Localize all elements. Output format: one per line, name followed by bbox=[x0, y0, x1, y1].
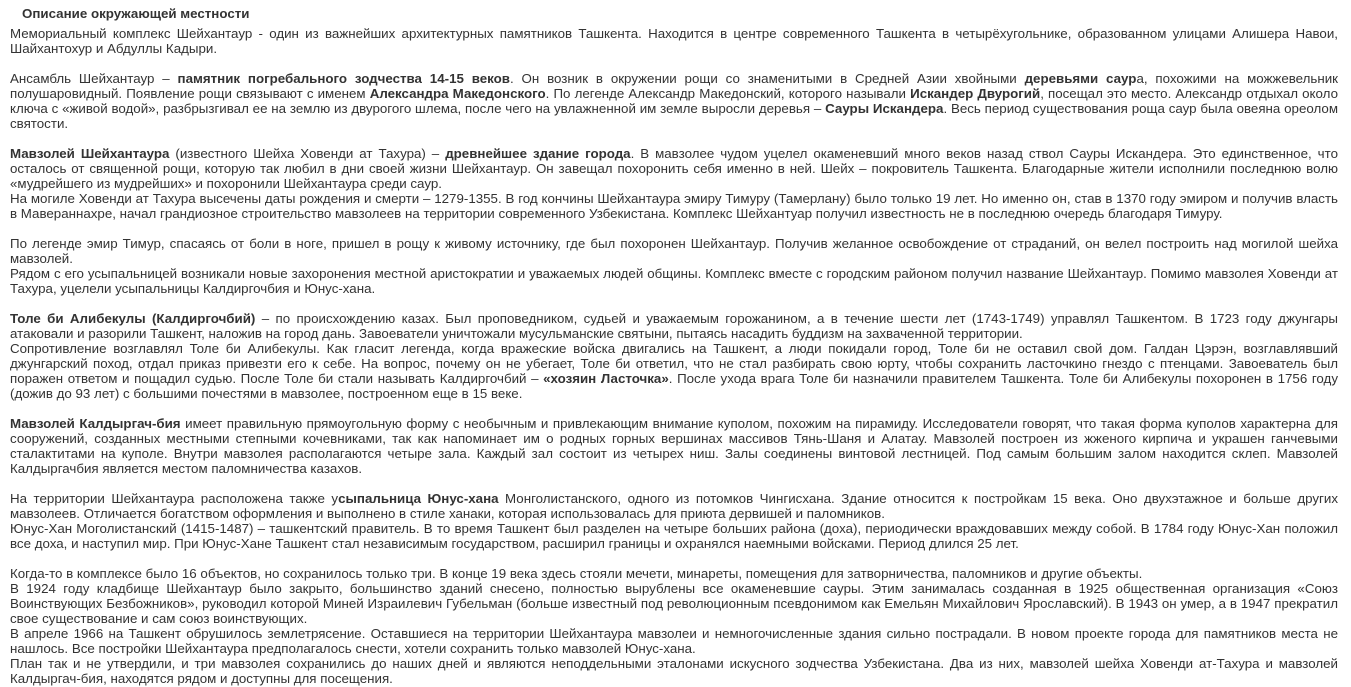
paragraph-p2 bbox=[10, 71, 1338, 131]
paragraph-p3-line-2 bbox=[10, 191, 1338, 221]
paragraph-p6 bbox=[10, 416, 1338, 476]
text-run: , посещал это место. Александр отдыхал около ключа с «живой водой», разбрызгивал ее на землю из двурогого шлема, после чего на увлажненной им земле выросли деревья – bbox=[10, 86, 1338, 116]
bold-phrase: Мавзолей Калдыргач-бия bbox=[10, 416, 181, 431]
paragraph-p5-line-2 bbox=[10, 341, 1338, 401]
bold-phrase: Александра Македонского bbox=[369, 86, 546, 101]
paragraph-p5-line-1 bbox=[10, 311, 1338, 341]
bold-phrase: «хозяин Ласточка» bbox=[543, 371, 669, 386]
text-run: По легенде эмир Тимур, спасаясь от боли в ноге, пришел в рощу к живому источнику, где был похоронен Шейхантаур. Получив желанное освобождение от страданий, он велел построить над могилой шейха мавзолей. bbox=[10, 236, 1338, 266]
text-run: . Весь период существования роща саур была овеяна ореолом святости. bbox=[10, 101, 1338, 131]
text-run: Рядом с его усыпальницей возникали новые захоронения местной аристократии и уважаемых людей общины. Комплекс вместе с городским районом получил название Шейхантаур. Помимо мавзолея Ховенди ат Тахура, уцелели усыпальницы Калдиргочбия и Юнус-хана. bbox=[10, 266, 1338, 296]
bold-phrase: Искандер Двурогий bbox=[910, 86, 1041, 101]
text-run: Когда-то в комплексе было 16 объектов, но сохранилось только три. В конце 19 века здесь стояли мечети, минареты, помещения для затворничества, паломников и другие объекты. bbox=[10, 566, 1143, 581]
article-body bbox=[10, 26, 1338, 687]
text-run: (известного Шейха Ховенди ат Тахура) – bbox=[169, 146, 446, 161]
paragraph-p4-line-1 bbox=[10, 236, 1338, 266]
bold-phrase: памятник погребального зодчества 14-15 веков bbox=[177, 71, 510, 86]
paragraph-p8-line-1 bbox=[10, 566, 1338, 581]
text-run: – по происхождению казах. Был проповедником, судьей и уважаемым горожанином, а в течение шести лет (1743-1749) управлял Ташкентом. В 1723 году джунгары атаковали и разорили Ташкент, наложив на город дань. Завоеватели уничтожали мусульманские святыни, пытаясь насадить буддизм на захваченной территории. bbox=[10, 311, 1339, 341]
text-run: План так и не утвердили, и три мавзолея сохранились до наших дней и являются неподдельными эталонами искусного зодчества Узбекистана. Два из них, мавзолей шейха Ховенди ат-Тахура и мавзолей Калдыргач-бия, находятся рядом и доступны для посещения. bbox=[10, 656, 1338, 686]
section-title: Описание окружающей местности bbox=[22, 6, 250, 21]
text-run: Сопротивление возглавлял Толе би Алибекулы. Как гласит легенда, когда вражеские войска двигались на Ташкент, а люди покидали город, Толе би не оставил свой дом. Галдан Цэрэн, возглавлявший джунгарский поход, отдал приказ привезти его к себе. На вопрос, почему он не убегает, Толе би ответил, что не стал разбирать свою юрту, чтобы сохранить ласточкино гнездо с птенцами. Завоеватель был поражен ответом и пощадил судью. После Толе би стали называть Калдиргочбий – bbox=[10, 341, 1338, 386]
text-run: имеет правильную прямоугольную форму с необычным и привлекающим внимание куполом, похожим на пирамиду. Исследователи говорят, что такая форма куполов характерна для сооружений, созданных местными степными кочевниками, так как напоминает им о родных горных вершинах массивов Тянь-Шаня и Алатау. Мавзолей построен из жженого кирпича и украшен ганчевыми сталактитами на куполе. Внутри мавзолея располагаются четыре зала. Каждый зал состоит из четырех ниш. Залы соединены винтовой лестницей. Под самым большим залом находится склеп. Мавзолей Калдыргачбия является местом паломничества казахов. bbox=[10, 416, 1338, 476]
text-run: . После ухода врага Толе би назначили правителем Ташкента. Толе би Алибекулы похоронен в 1756 году (дожив до 93 лет) с большими почестями в мавзолее, построенном еще в 15 веке. bbox=[10, 371, 1338, 401]
bold-phrase: древнейшее здание города bbox=[445, 146, 631, 161]
text-run: . Он возник в окружении рощи со знаменитыми в Средней Азии хвойными bbox=[510, 71, 1025, 86]
text-run: а, похожими на можжевельник полушаровидный. Появление рощи связывают с именем bbox=[10, 71, 1339, 101]
paragraph-p7-line-1 bbox=[10, 491, 1338, 521]
bold-phrase: Мавзолей Шейхантаура bbox=[10, 146, 170, 161]
bold-phrase: Сауры Искандера bbox=[825, 101, 944, 116]
text-run: Юнус-Хан Моголистанский (1415-1487) – ташкентский правитель. В то время Ташкент был разделен на четыре больших района (доха), периодически враждовавших между собой. В 1784 году Юнус-Хан положил все доха, и наступил мир. При Юнус-Хане Ташкент стал независимым государством, расширил границы и охранялся наемными войсками. Период длился 25 лет. bbox=[10, 521, 1338, 551]
bold-phrase: деревьями саур bbox=[1024, 71, 1137, 86]
paragraph-p4-line-2 bbox=[10, 266, 1338, 296]
text-run: На территории Шейхантаура расположена также у bbox=[10, 491, 339, 506]
paragraph-p1 bbox=[10, 26, 1338, 56]
text-run: Мемориальный комплекс Шейхантаур - один из важнейших архитектурных памятников Ташкента. Находится в центре современного Ташкента в четырёхугольнике, образованном улицами Алишера Навои, Шайхантохур и Абдуллы Кадыри. bbox=[10, 26, 1338, 56]
bold-phrase: Толе би Алибекулы (Калдиргочбий) bbox=[10, 311, 256, 326]
text-run: Ансамбль Шейхантаур – bbox=[10, 71, 178, 86]
paragraph-p8-line-4 bbox=[10, 656, 1338, 686]
text-run: . В мавзолее чудом уцелел окаменевший много веков назад ствол Сауры Искандера. Это единственное, что осталось от священной рощи, которую так любил в дни своей жизни Шейхантаур. Он завещал похоронить себя именно в ней. Шейх – покровитель Ташкента. Благодарные жители исполнили последнюю волю «мудрейшего из мудрейших» и похоронили Шейхантаура среди саур. bbox=[10, 146, 1338, 191]
paragraph-p3-line-1 bbox=[10, 146, 1338, 191]
text-run: На могиле Ховенди ат Тахура высечены даты рождения и смерти – 1279-1355. В год кончины Шейхантаура эмиру Тимуру (Тамерлану) было только 19 лет. Но именно он, став в 1370 году эмиром и получив власть в Мавераннахре, начал грандиозное строительство мавзолеев на территории современного Узбекистана. Комплекс Шейхантуар получил известность не в последнюю очередь благодаря Тимуру. bbox=[10, 191, 1338, 221]
text-run: Монголистанского, одного из потомков Чингисхана. Здание относится к постройкам 15 века. Оно двухэтажное и больше других мавзолеев. Отличается богатством оформления и выполнено в стиле ханаки, которая использовалась для приюта дервишей и паломников. bbox=[10, 491, 1338, 521]
text-run: . По легенде Александр Македонский, которого называли bbox=[545, 86, 911, 101]
text-run: В апреле 1966 на Ташкент обрушилось землетрясение. Оставшиеся на территории Шейхантаура мавзолеи и немногочисленные здания сильно пострадали. В новом проекте города для памятников места не нашлось. Все постройки Шейхантаура предполагалось снести, хотели сохранить только мавзолей Юнус-хана. bbox=[10, 626, 1338, 656]
paragraph-p8-line-2 bbox=[10, 581, 1338, 626]
paragraph-p7-line-2 bbox=[10, 521, 1338, 551]
bold-phrase: сыпальница Юнус-хана bbox=[338, 491, 499, 506]
paragraph-p8-line-3 bbox=[10, 626, 1338, 656]
text-run: В 1924 году кладбище Шейхантаур было закрыто, большинство зданий снесено, полностью вырублены все окаменевшие сауры. Этим занималась созданная в 1925 общественная организация «Союз Воинствующих Безбожников», руководил которой Миней Израилевич Губельман (больше известный под революционным псевдонимом как Емельян Михайлович Ярославский). В 1943 он умер, а в 1947 прекратил свое существование и сам союз воинствующих. bbox=[10, 581, 1338, 626]
